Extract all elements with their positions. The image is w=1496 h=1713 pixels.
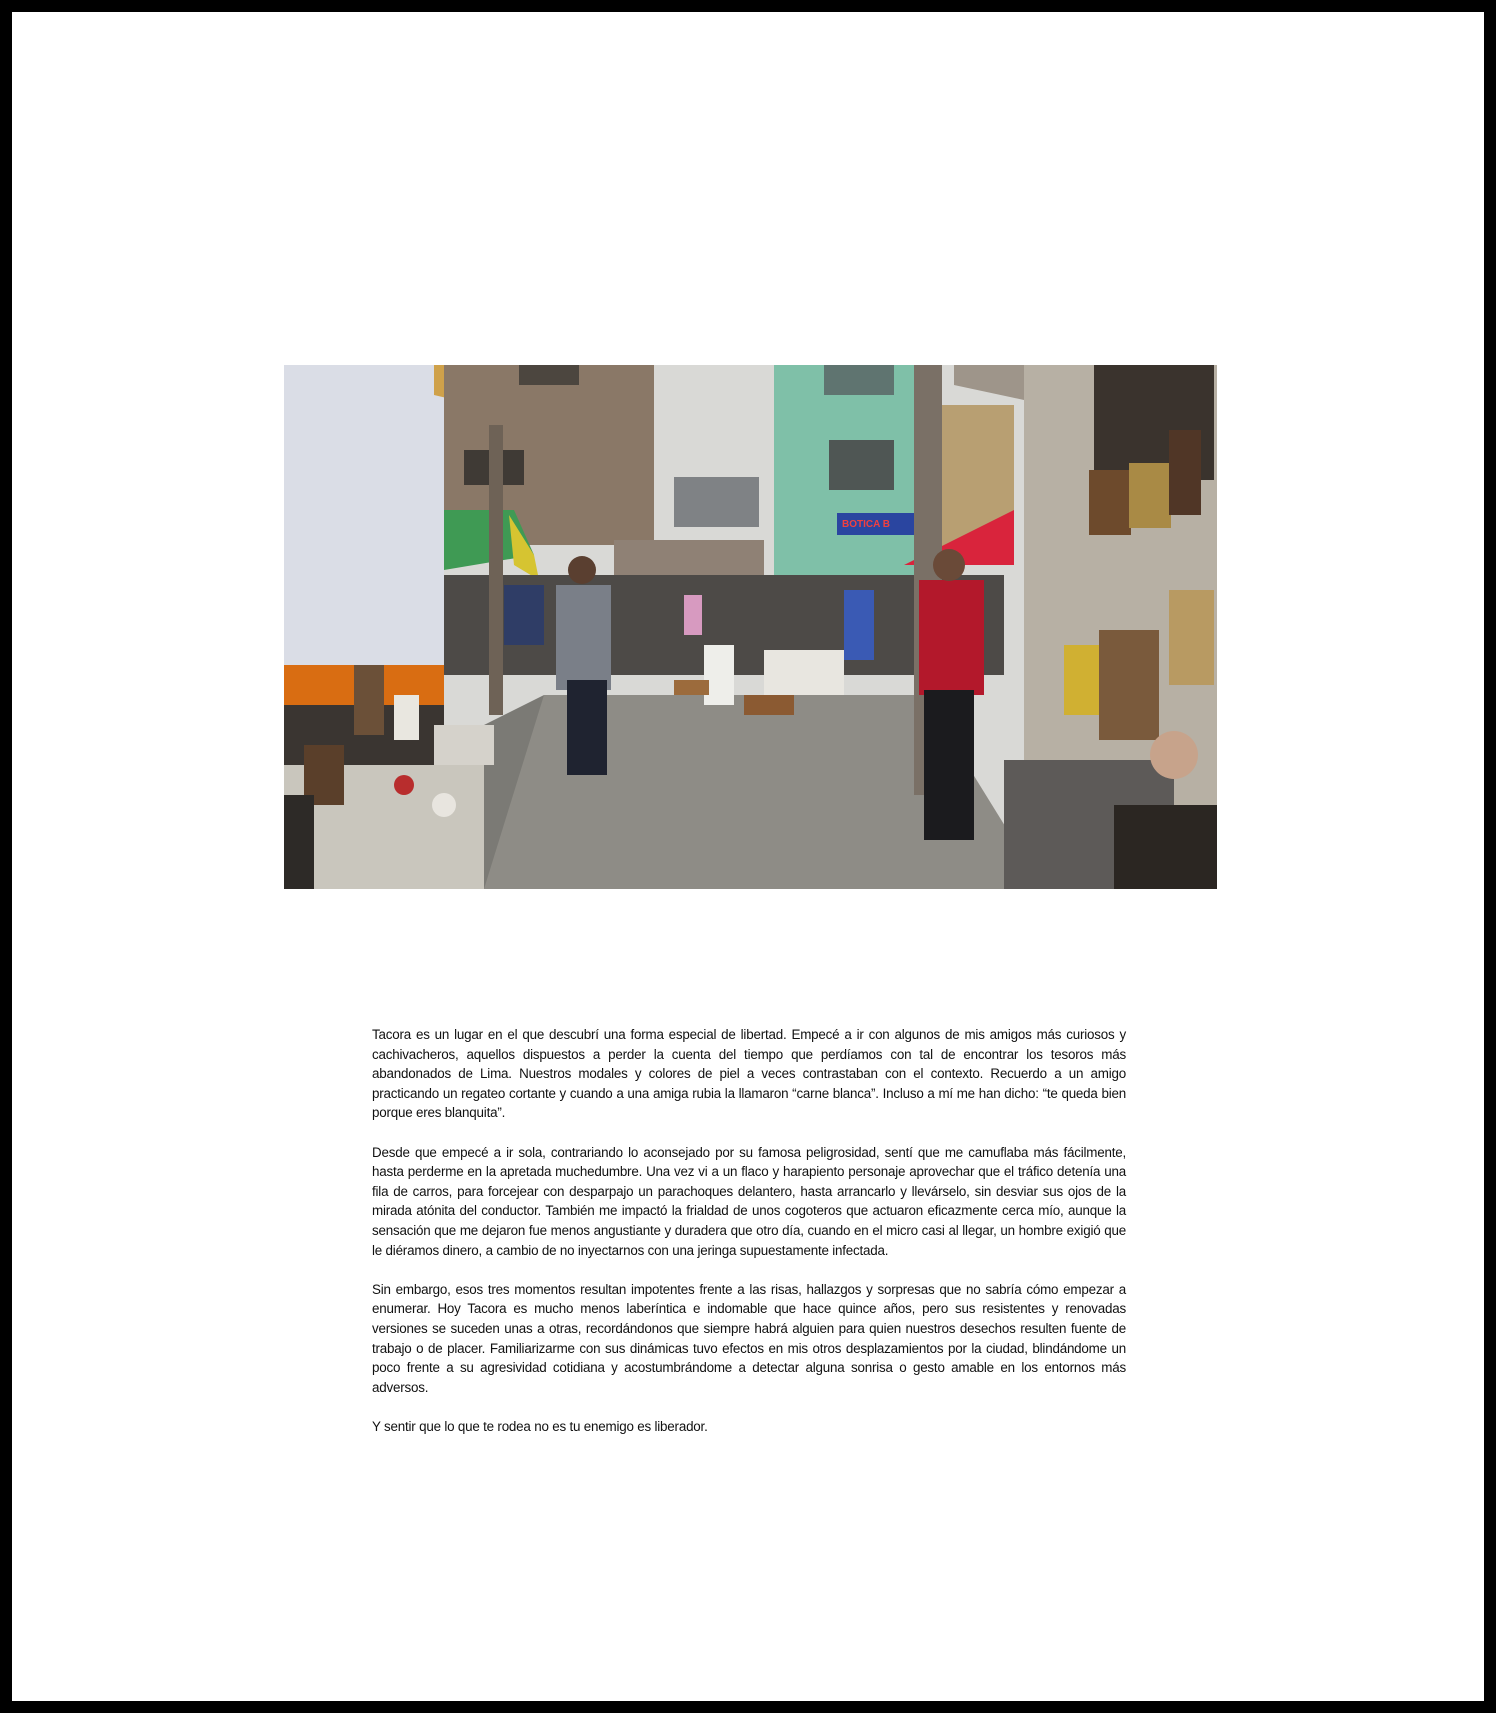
paragraph-3: Sin embargo, esos tres momentos resultan impotentes frente a las risas, hallazgos y sorpresas que no sabría cómo empezar a enumerar. Hoy Tacora es mucho menos laberíntica e indomable que hace quince años, pero sus resistentes y renovadas versiones se suceden unas a otras, recordándonos que siempre habrá alguien para quien nuestros desechos resulten fuente de trabajo o de placer. Familiarizarme con sus dinámicas tuvo efectos en mis otros desplazamientos por la ciudad, blindándome un poco frente a su agresividad cotidiana y acostumbrándome a detectar alguna sonrisa o gesto amable en los entornos más adversos.: [372, 1281, 1126, 1395]
paragraph-1: Tacora es un lugar en el que descubrí una forma especial de libertad. Empecé a ir con algunos de mis amigos más curiosos y cachivacheros, aquellos dispuestos a perder la cuenta del tiempo que perdíamos con tal de encontrar los tesoros más abandonados de Lima. Nuestros modales y colores de piel a veces contrastaban con el contexto. Recuerdo a un amigo practicando un regateo cortante y cuando a una amiga rubia la llamaron “carne blanca”. Incluso a mí me han dicho: “te queda bien porque eres blanquita”.: [372, 1027, 1126, 1121]
pharmacy-sign-text: BOTICA B: [842, 519, 890, 530]
essay-text: [372, 1025, 1126, 1456]
page: [12, 12, 1484, 1701]
street-market-photo-icon: [284, 365, 1217, 889]
paragraph-2: Desde que empecé a ir sola, contrariando lo aconsejado por su famosa peligrosidad, sentí que me camuflaba más fácilmente, hasta perderme en la apretada muchedumbre. Una vez vi a un flaco y harapiento personaje aprovechar que el tráfico detenía una fila de carros, para forcejear con desparpajo un parachoques delantero, hasta arrancarlo y llevárselo, sin desviar sus ojos de la mirada atónita del conductor. También me impactó la frialdad de unos cogoteros que actuaron eficazmente cerca mío, aunque la sensación que me dejaron fue menos angustiante y duradera que otro día, cuando en el micro casi al llegar, un hombre exigió que le diéramos dinero, a cambio de no inyectarnos con una jeringa supuestamente infectada.: [372, 1144, 1126, 1258]
market-photo: [284, 365, 1217, 889]
paragraph-4: Y sentir que lo que te rodea no es tu enemigo es liberador.: [372, 1418, 708, 1434]
